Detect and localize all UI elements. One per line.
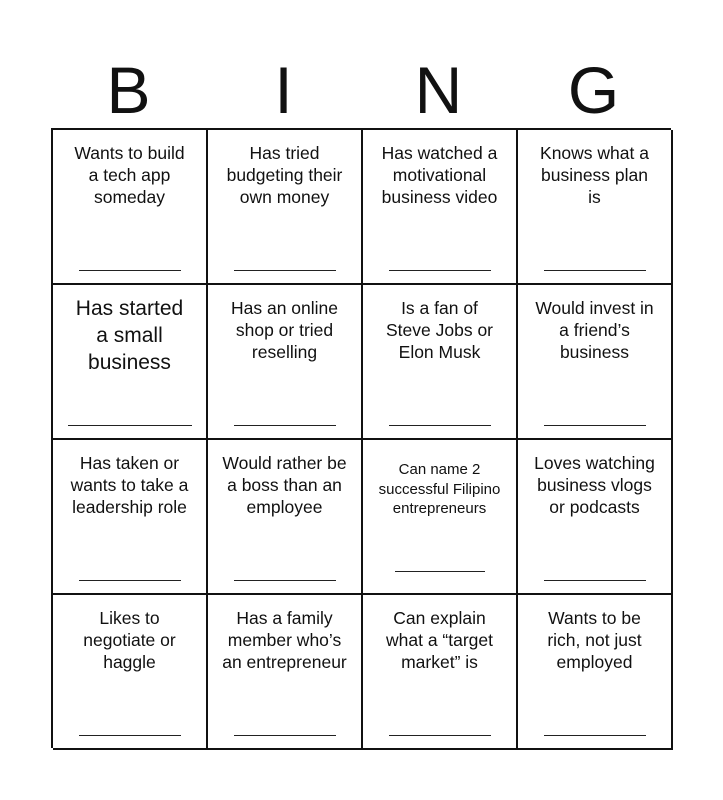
signature-line xyxy=(234,425,336,426)
bingo-cell[interactable] xyxy=(518,285,673,440)
cell-prompt: Likes to negotiate or haggle xyxy=(83,608,176,672)
signature-line xyxy=(544,425,646,426)
header-letter-i: I xyxy=(274,53,293,127)
signature-line xyxy=(395,571,485,572)
bingo-cell[interactable] xyxy=(363,440,518,595)
signature-line xyxy=(544,580,646,581)
cell-prompt: Is a fan of Steve Jobs or Elon Musk xyxy=(386,298,493,362)
bingo-cell[interactable] xyxy=(208,285,363,440)
cell-prompt: Can name 2 successful Filipino entrepreneurs xyxy=(378,461,501,517)
cell-prompt: Has an online shop or tried reselling xyxy=(230,298,339,362)
signature-line xyxy=(234,735,336,736)
signature-line xyxy=(79,270,181,271)
bingo-cell[interactable] xyxy=(53,130,208,285)
bingo-cell[interactable] xyxy=(363,285,518,440)
cell-prompt: Has tried budgeting their own money xyxy=(226,143,343,207)
header-letter-g: G xyxy=(567,53,620,127)
signature-line xyxy=(544,270,646,271)
bingo-cell[interactable] xyxy=(363,595,518,750)
signature-line xyxy=(79,580,181,581)
bingo-header xyxy=(51,52,671,128)
signature-line xyxy=(234,580,336,581)
cell-prompt: Knows what a business plan is xyxy=(540,143,649,207)
cell-prompt: Wants to build a tech app someday xyxy=(74,143,185,207)
bingo-cell[interactable] xyxy=(518,130,673,285)
header-letter-n: N xyxy=(414,53,463,127)
header-letter-b: B xyxy=(106,53,151,127)
bingo-cell[interactable] xyxy=(53,595,208,750)
bingo-card-grid xyxy=(51,128,671,748)
signature-line xyxy=(68,425,192,426)
cell-prompt: Has watched a motivational business video xyxy=(381,143,498,207)
signature-line xyxy=(389,735,491,736)
signature-line xyxy=(234,270,336,271)
bingo-cell[interactable] xyxy=(53,285,208,440)
bingo-cell[interactable] xyxy=(53,440,208,595)
bingo-cell[interactable] xyxy=(208,595,363,750)
bingo-cell[interactable] xyxy=(518,440,673,595)
signature-line xyxy=(389,270,491,271)
cell-prompt: Would invest in a friend’s business xyxy=(535,298,654,362)
cell-prompt: Loves watching business vlogs or podcasts xyxy=(534,453,655,517)
bingo-cell[interactable] xyxy=(208,130,363,285)
bingo-cell[interactable] xyxy=(208,440,363,595)
bingo-cell[interactable] xyxy=(363,130,518,285)
signature-line xyxy=(544,735,646,736)
cell-prompt: Has started a small business xyxy=(75,297,184,374)
cell-prompt: Has taken or wants to take a leadership role xyxy=(70,453,189,517)
bingo-cell[interactable] xyxy=(518,595,673,750)
signature-line xyxy=(389,425,491,426)
cell-prompt: Would rather be a boss than an employee xyxy=(222,453,347,517)
cell-prompt: Wants to be rich, not just employed xyxy=(547,608,642,672)
signature-line xyxy=(79,735,181,736)
cell-prompt: Can explain what a “target market” is xyxy=(386,608,493,672)
cell-prompt: Has a family member who’s an entrepreneur xyxy=(222,608,347,672)
